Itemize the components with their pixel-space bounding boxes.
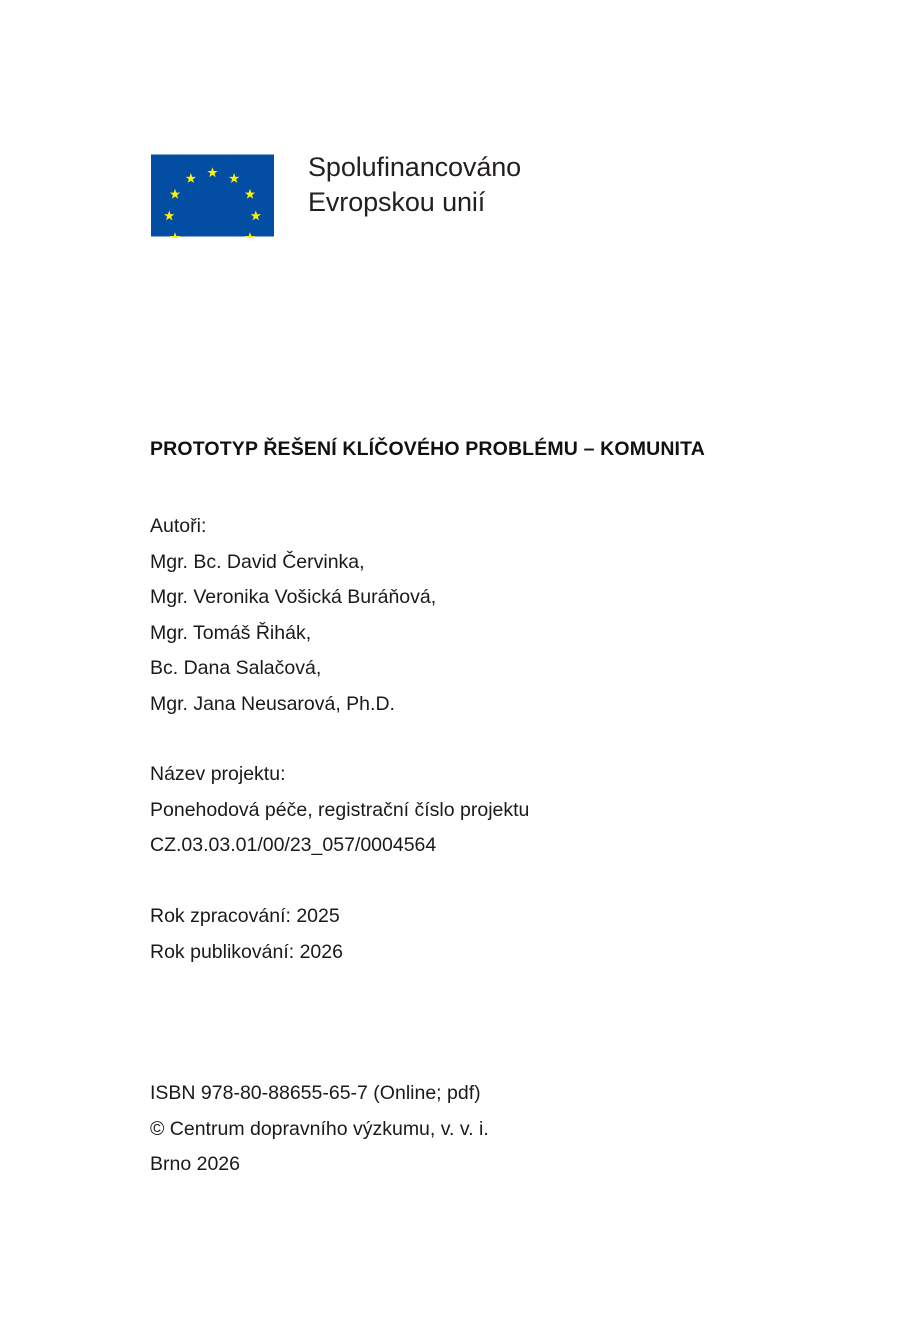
author-name: Mgr. Veronika Vošická Buráňová, (150, 586, 437, 608)
author-name: Mgr. Jana Neusarová, Ph.D. (150, 692, 395, 715)
eu-cofunding-caption (308, 150, 521, 220)
project-block (150, 757, 529, 864)
imprint-block (150, 1076, 489, 1183)
authors-block (150, 509, 436, 722)
author-name: Mgr. Tomáš Řihák, (150, 621, 312, 644)
project-name: Ponehodová péče, registrační číslo projektu (150, 798, 530, 821)
author-name: Mgr. Bc. David Červinka, (150, 550, 365, 573)
year-processed: Rok zpracování: 2025 (150, 905, 340, 927)
project-heading: Název projektu: (150, 763, 286, 785)
isbn: ISBN 978-80-88655-65-7 (Online; pdf) (150, 1082, 481, 1104)
project-registration-number: CZ.03.03.01/00/23_057/0004564 (150, 834, 437, 856)
year-published: Rok publikování: 2026 (150, 940, 343, 963)
page-title: PROTOTYP ŘEŠENÍ KLÍČOVÉHO PROBLÉMU – KOMUNITA (150, 438, 705, 460)
eu-caption-line-2: Evropskou unií (308, 187, 486, 217)
author-name: Bc. Dana Salačová, (150, 657, 322, 679)
copyright-notice: © Centrum dopravního výzkumu, v. v. i. (150, 1117, 489, 1140)
eu-flag-icon (151, 153, 274, 238)
eu-cofunding-emblem (151, 153, 521, 238)
place-and-year: Brno 2026 (150, 1153, 240, 1175)
eu-caption-line-1: Spolufinancováno (308, 152, 522, 182)
authors-heading: Autoři: (150, 515, 207, 537)
years-block (150, 899, 343, 970)
